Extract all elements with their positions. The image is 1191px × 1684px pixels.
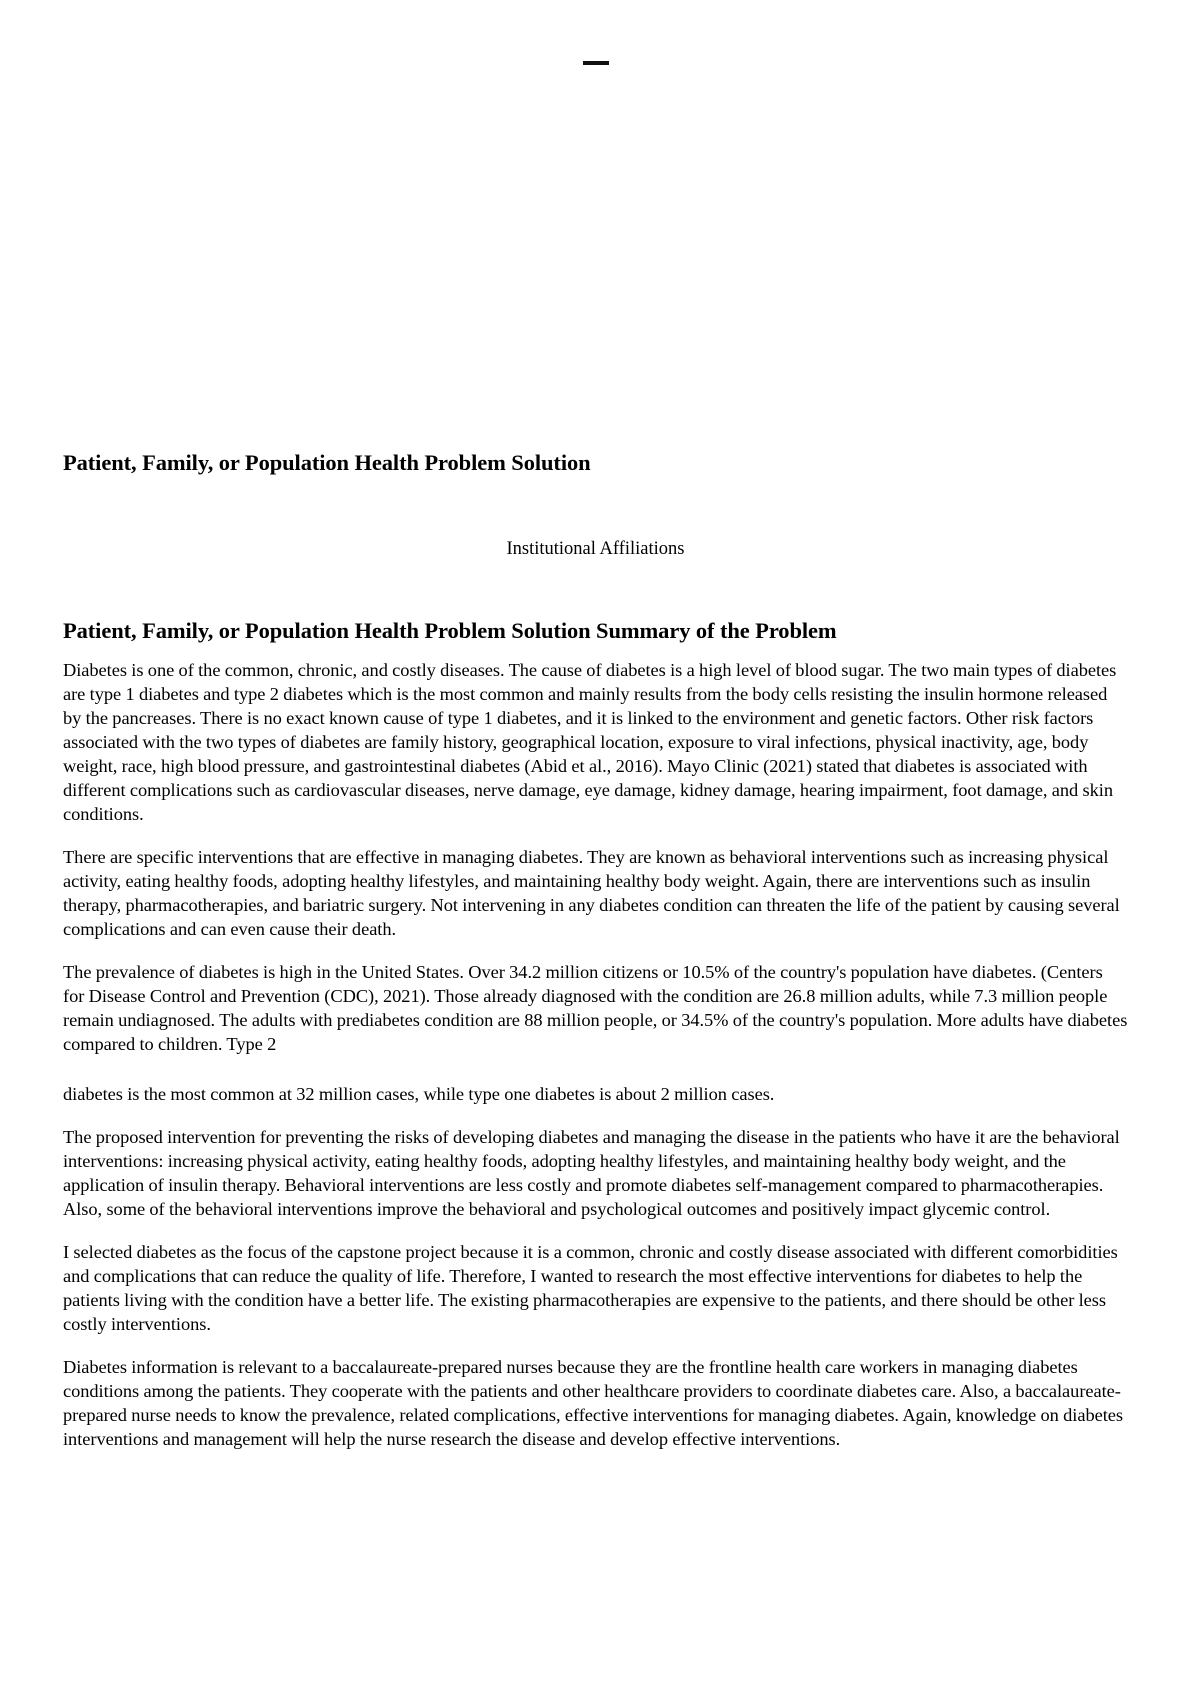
page-title: Patient, Family, or Population Health Problem Solution — [63, 450, 591, 475]
paragraph: The prevalence of diabetes is high in the United States. Over 34.2 million citizens or 10.5% of the country's population have diabetes. (Centers for Disease Control and Prevention (CDC), 2021). Those already diagnosed with the condition are 26.8 million adults, while 7.3 million people remain undiagnosed. The adults with prediabetes condition are 88 million people, or 34.5% of the country's population. More adults have diabetes compared to children. Type 2 — [63, 962, 1128, 1055]
paragraph: Diabetes is one of the common, chronic, and costly diseases. The cause of diabetes is a high level of blood sugar. The two main types of diabetes are type 1 diabetes and type 2 diabetes which is the most common and mainly results from the body cells resisting the insulin hormone released by the pancreases. There is no exact known cause of type 1 diabetes, and it is linked to the environment and genetic factors. Other risk factors associated with the two types of diabetes are family history, geographical location, exposure to viral infections, physical inactivity, age, body weight, race, high blood pressure, and gastrointestinal diabetes (Abid et al., 2016). Mayo Clinic (2021) stated that diabetes is associated with different complications such as cardiovascular diseases, nerve damage, eye damage, kidney damage, hearing impairment, foot damage, and skin conditions. — [63, 660, 1117, 825]
body-block-second-page — [63, 1082, 1128, 1451]
redaction-bar — [583, 61, 609, 65]
header-redaction-mark — [0, 58, 1191, 69]
body-block-first-page — [63, 658, 1128, 1056]
paragraph: diabetes is the most common at 32 million cases, while type one diabetes is about 2 million cases. — [63, 1084, 775, 1104]
paragraph: There are specific interventions that are effective in managing diabetes. They are known as behavioral interventions such as increasing physical activity, eating healthy foods, adopting healthy lifestyles, and maintaining healthy body weight. Again, there are interventions such as insulin therapy, pharmacotherapies, and bariatric surgery. Not intervening in any diabetes condition can threaten the life of the patient by causing several complications and can even cause their death. — [63, 847, 1120, 940]
paragraph: The proposed intervention for preventing the risks of developing diabetes and managing the disease in the patients who have it are the behavioral interventions: increasing physical activity, eating healthy foods, adopting healthy lifestyles, and maintaining healthy body weight, and the application of insulin therapy. Behavioral interventions are less costly and promote diabetes self-management compared to pharmacotherapies. Also, some of the behavioral interventions improve the behavioral and psychological outcomes and positively impact glycemic control. — [63, 1127, 1120, 1220]
institutional-affiliations: Institutional Affiliations — [506, 539, 685, 559]
paragraph: Diabetes information is relevant to a baccalaureate-prepared nurses because they are the frontline health care workers in managing diabetes conditions among the patients. They cooperate with the patients and other healthcare providers to coordinate diabetes care. Also, a baccalaureate-prepared nurse needs to know the prevalence, related complications, effective interventions for managing diabetes. Again, knowledge on diabetes interventions and management will help the nurse research the disease and develop effective interventions. — [63, 1357, 1123, 1450]
paragraph: I selected diabetes as the focus of the capstone project because it is a common, chronic and costly disease associated with different comorbidities and complications that can reduce the quality of life. Therefore, I wanted to research the most effective interventions for diabetes to help the patients living with the condition have a better life. The existing pharmacotherapies are expensive to the patients, and there should be other less costly interventions. — [63, 1242, 1118, 1335]
section-heading: Patient, Family, or Population Health Problem Solution Summary of the Problem — [63, 618, 837, 643]
